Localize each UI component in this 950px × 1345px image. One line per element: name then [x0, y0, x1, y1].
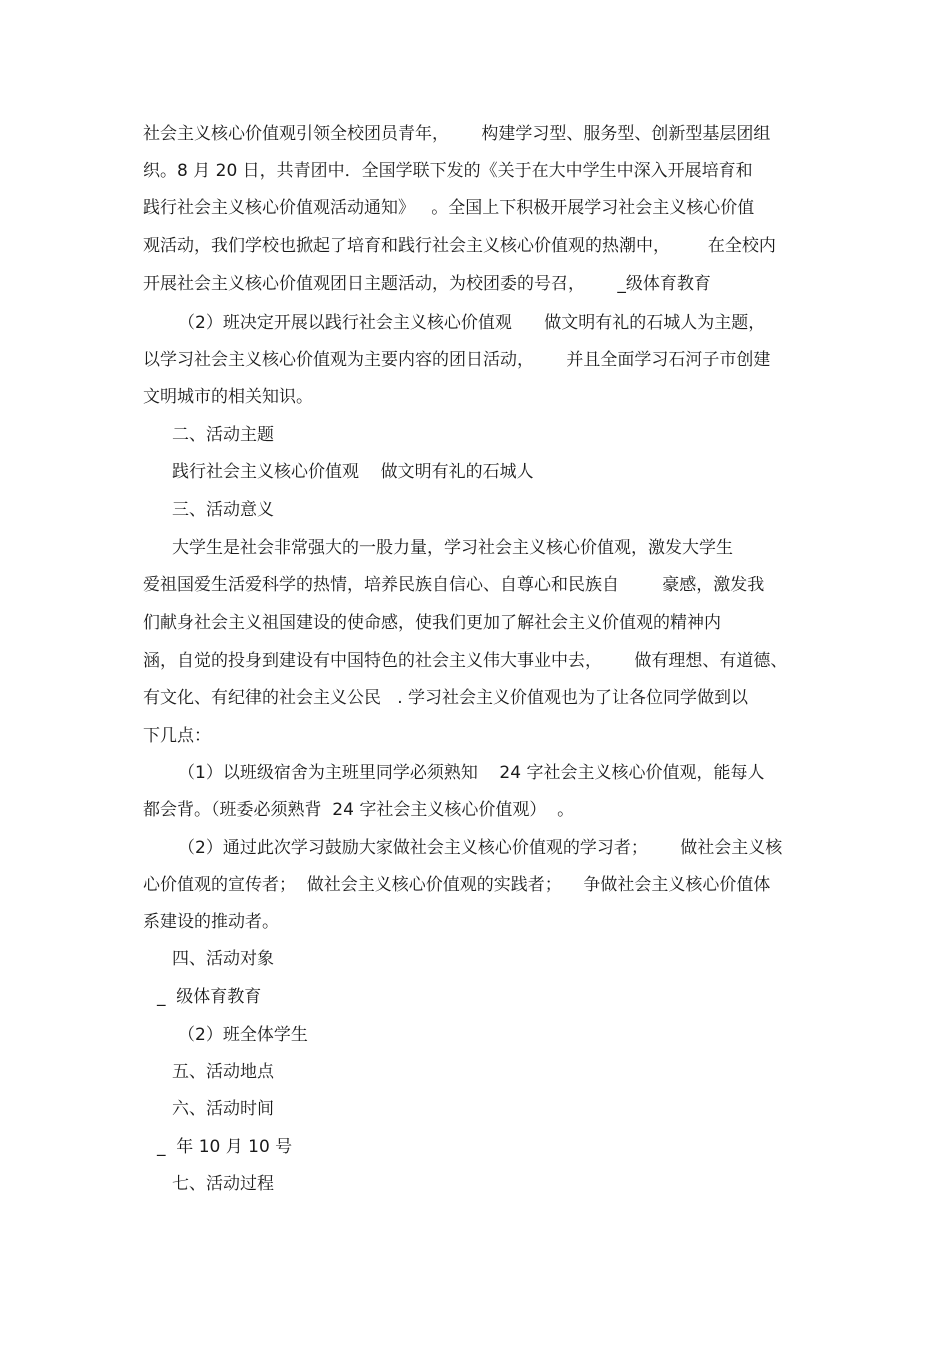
body-text-line: 心价值观的宣传者； 做社会主义核心价值观的实践者； 争做社会主义核心价值体 — [143, 875, 771, 895]
body-text-line: （2）通过此次学习鼓励大家做社会主义核心价值观的学习者； 做社会主义核 — [178, 838, 783, 858]
theme-text: 践行社会主义核心价值观 做文明有礼的石城人 — [172, 462, 534, 482]
date-text: _ 年 10 月 10 号 — [157, 1137, 293, 1157]
section-heading: 二、活动主题 — [172, 425, 274, 445]
section-heading: 三、活动意义 — [172, 500, 274, 520]
body-text-line: 织。8 月 20 日，共青团中．全国学联下发的《关于在大中学生中深入开展培育和 — [143, 161, 753, 181]
audience-text: （2）班全体学生 — [178, 1025, 308, 1045]
body-text-line: 大学生是社会非常强大的一股力量，学习社会主义核心价值观，激发大学生 — [172, 538, 733, 558]
body-text-line: 涵，自觉的投身到建设有中国特色的社会主义伟大事业中去， 做有理想、有道德、 — [143, 651, 788, 671]
body-text-line: （1）以班级宿舍为主班里同学必须熟知 24 字社会主义核心价值观，能每人 — [178, 763, 765, 783]
body-text-line: 开展社会主义核心价值观团日主题活动，为校团委的号召， _级体育教育 — [143, 274, 711, 294]
audience-text: _ 级体育教育 — [157, 987, 262, 1007]
section-heading: 六、活动时间 — [172, 1099, 274, 1119]
section-heading: 五、活动地点 — [172, 1062, 274, 1082]
body-text-line: （2）班决定开展以践行社会主义核心价值观 做文明有礼的石城人为主题， — [178, 313, 766, 333]
body-text-line: 文明城市的相关知识。 — [143, 387, 313, 407]
section-heading: 四、活动对象 — [172, 949, 274, 969]
body-text-line: 都会背。（班委必须熟背 24 字社会主义核心价值观） 。 — [143, 800, 575, 820]
body-text-line: 有文化、有纪律的社会主义公民 . 学习社会主义价值观也为了让各位同学做到以 — [143, 688, 749, 708]
body-text-line: 社会主义核心价值观引领全校团员青年， 构建学习型、服务型、创新型基层团组 — [143, 124, 771, 144]
body-text-line: 以学习社会主义核心价值观为主要内容的团日活动， 并且全面学习石河子市创建 — [143, 350, 771, 370]
body-text-line: 们献身社会主义祖国建设的使命感，使我们更加了解社会主义价值观的精神内 — [143, 613, 721, 633]
body-text-line: 系建设的推动者。 — [143, 912, 279, 932]
body-text-line: 践行社会主义核心价值观活动通知》 。全国上下积极开展学习社会主义核心价值 — [143, 198, 755, 218]
body-text-line: 爱祖国爱生活爱科学的热情，培养民族自信心、自尊心和民族自 豪感，激发我 — [143, 575, 765, 595]
section-heading: 七、活动过程 — [172, 1174, 274, 1194]
body-text-line: 观活动，我们学校也掀起了培育和践行社会主义核心价值观的热潮中， 在全校内 — [143, 236, 776, 256]
body-text-line: 下几点： — [143, 726, 211, 746]
